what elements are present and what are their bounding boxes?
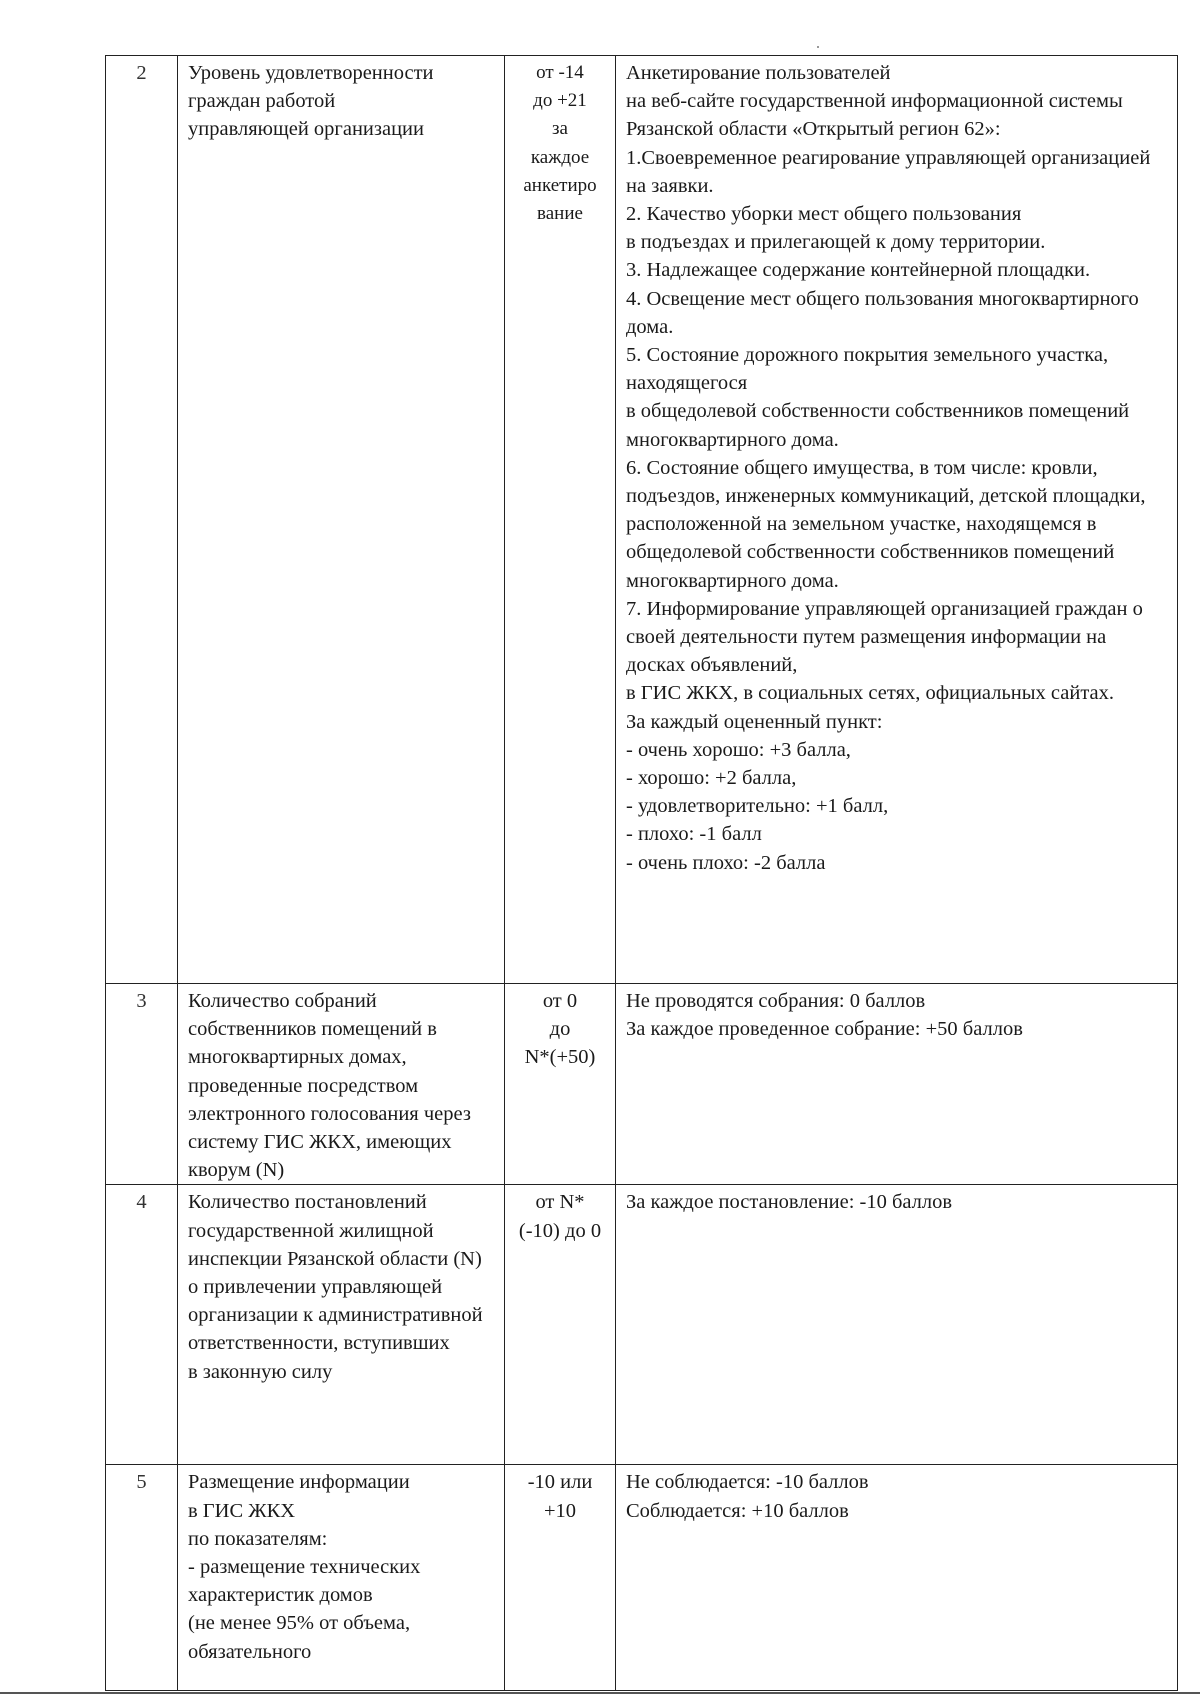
table-row — [106, 984, 1178, 1185]
table-row — [106, 1465, 1178, 1691]
score-range: от N* (-10) до 0 — [505, 1185, 616, 1465]
scoring-description: Не проводятся собрания: 0 баллов За каждое проведенное собрание: +50 баллов — [616, 984, 1178, 1185]
criterion-name: Размещение информации в ГИС ЖКХ по показателям: - размещение технических характеристик домов (не менее 95% от объема, обязательного — [178, 1465, 505, 1691]
row-number: 2 — [106, 56, 178, 984]
score-range: от 0 до N*(+50) — [505, 984, 616, 1185]
score-range: -10 или +10 — [505, 1465, 616, 1691]
row-number: 5 — [106, 1465, 178, 1691]
scoring-description: За каждое постановление: -10 баллов — [616, 1185, 1178, 1465]
score-range: от -14 до +21 за каждое анкетиро вание — [505, 56, 616, 984]
page-bottom-divider — [0, 1692, 1200, 1694]
scoring-description: Не соблюдается: -10 баллов Соблюдается: +10 баллов — [616, 1465, 1178, 1691]
table-row — [106, 56, 1178, 984]
row-number: 4 — [106, 1185, 178, 1465]
criteria-table — [105, 55, 1178, 1691]
row-number: 3 — [106, 984, 178, 1185]
scan-speck — [817, 46, 819, 48]
criterion-name: Количество постановлений государственной жилищной инспекции Рязанской области (N) о привлечении управляющей организации к административной ответственности, вступивших в законную силу — [178, 1185, 505, 1465]
criterion-name: Количество собраний собственников помещений в многоквартирных домах, проведенные посредством электронного голосования через систему ГИС ЖКХ, имеющих кворум (N) — [178, 984, 505, 1185]
table-row — [106, 1185, 1178, 1465]
criterion-name: Уровень удовлетворенности граждан работой управляющей организации — [178, 56, 505, 984]
scoring-description: Анкетирование пользователей на веб-сайте государственной информационной системы Рязанской области «Открытый регион 62»: 1.Своевременное реагирование управляющей организацией на заявки. 2. Качество уборки мест общего пользования в подъездах и прилегающей к дому территории. 3. Надлежащее содержание контейнерной площадки. 4. Освещение мест общего пользования многоквартирного дома. 5. Состояние дорожного покрытия земельного участка, находящегося в общедолевой собственности собственников помещений многоквартирного дома. 6. Состояние общего имущества, в том числе: кровли, подъездов, инженерных коммуникаций, детской площадки, расположенной на земельном участке, находящемся в общедолевой собственности собственников помещений многоквартирного дома. 7. Информирование управляющей организацией граждан о своей деятельности путем размещения информации на досках объявлений, в ГИС ЖКХ, в социальных сетях, официальных сайтах. За каждый оцененный пункт: - очень хорошо: +3 балла, - хорошо: +2 балла, - удовлетворительно: +1 балл, - плохо: -1 балл - очень плохо: -2 балла — [616, 56, 1178, 984]
